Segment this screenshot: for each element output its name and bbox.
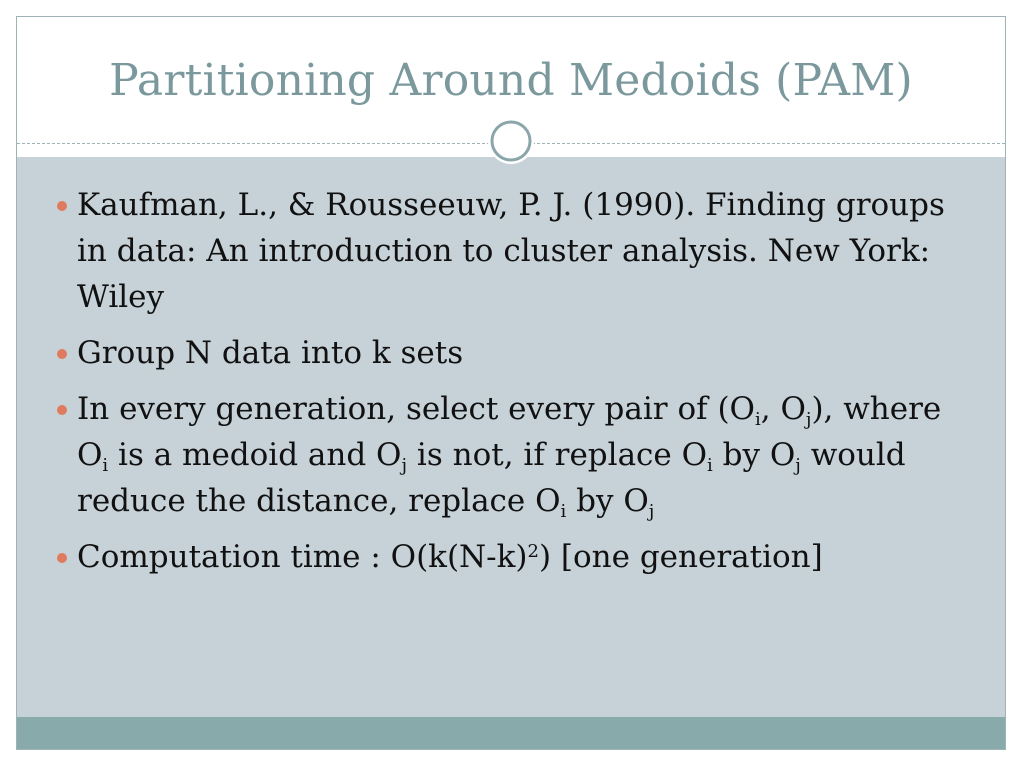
- slide-title: Partitioning Around Medoids (PAM): [109, 55, 913, 106]
- bullet-text: Kaufman, L., & Rousseeuw, P. J. (1990). Finding groups in data: An introduction to cluster analysis. New York: Wiley: [77, 187, 945, 315]
- bullet-item: [57, 182, 972, 320]
- circle-ornament-icon: [487, 117, 535, 165]
- bullet-item: [57, 386, 972, 524]
- text-segment: In every generation, select every pair of (O: [77, 391, 755, 427]
- bullet-dot-icon: [57, 553, 67, 563]
- bullet-item: [57, 330, 972, 376]
- text-segment: by O: [566, 483, 649, 519]
- text-segment: ), where O: [77, 391, 942, 473]
- text-segment: Computation time : O(k(N-k): [77, 539, 528, 575]
- superscript: 2: [527, 541, 539, 562]
- bullet-dot-icon: [57, 405, 67, 415]
- subscript: i: [754, 409, 761, 430]
- text-segment: ) [one generation]: [538, 539, 823, 575]
- slide: [16, 16, 1006, 750]
- subscript: j: [401, 455, 408, 476]
- subscript: i: [560, 501, 567, 522]
- subscript: i: [707, 455, 713, 476]
- text-segment: by O: [712, 437, 796, 473]
- subscript: i: [102, 455, 109, 476]
- bullet-list: [57, 182, 972, 590]
- subscript: j: [648, 501, 655, 522]
- bullet-dot-icon: [57, 201, 67, 211]
- text-segment: is not, if replace O: [407, 437, 708, 473]
- text-segment: , O: [760, 391, 806, 427]
- bullet-dot-icon: [57, 349, 67, 359]
- subscript: j: [805, 409, 812, 430]
- bullet-text: [77, 391, 942, 522]
- subscript: j: [795, 455, 801, 476]
- bullet-item: [57, 534, 972, 580]
- footer-band: [17, 717, 1005, 749]
- bullet-text: [77, 539, 823, 575]
- text-segment: would reduce the distance, replace O: [77, 437, 906, 519]
- bullet-text: Group N data into k sets: [77, 335, 464, 371]
- text-segment: is a medoid and O: [108, 437, 402, 473]
